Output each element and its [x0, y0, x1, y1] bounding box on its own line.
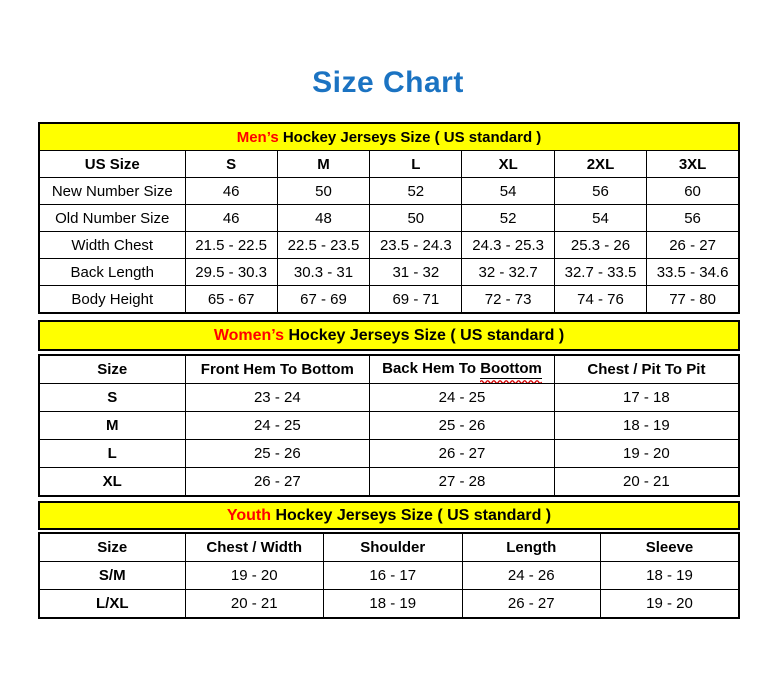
value-cell: 19 - 20 — [185, 562, 324, 590]
value-cell: 67 - 69 — [277, 286, 369, 314]
mens-band-text: Hockey Jerseys Size ( US standard ) — [278, 128, 542, 146]
value-cell: 33.5 - 34.6 — [647, 259, 739, 286]
value-cell: 17 - 18 — [554, 384, 739, 412]
value-cell: 24 - 26 — [462, 562, 601, 590]
womens-header-row — [39, 355, 739, 384]
spellcheck-squiggle-icon — [480, 379, 542, 383]
womens-section-header — [38, 320, 740, 351]
value-cell: 27 - 28 — [370, 468, 555, 497]
youth-col-header-shoulder: Shoulder — [324, 533, 463, 562]
value-cell: 69 - 71 — [370, 286, 462, 314]
youth-section-header — [38, 501, 740, 530]
youth-band-text: Hockey Jerseys Size ( US standard ) — [271, 507, 552, 524]
value-cell: 18 - 19 — [324, 590, 463, 619]
misspelled-word-wrap — [480, 360, 542, 379]
value-cell: 65 - 67 — [185, 286, 277, 314]
value-cell: 22.5 - 23.5 — [277, 232, 369, 259]
youth-header-row — [39, 533, 739, 562]
row-label-cell: M — [39, 412, 185, 440]
value-cell: 50 — [370, 205, 462, 232]
value-cell: 26 - 27 — [647, 232, 739, 259]
value-cell: 60 — [647, 178, 739, 205]
mens-band-highlight: Men’s — [236, 128, 279, 146]
youth-band-highlight: Youth — [226, 507, 271, 524]
womens-col-header-chest: Chest / Pit To Pit — [554, 355, 739, 384]
value-cell: 56 — [647, 205, 739, 232]
value-cell: 23 - 24 — [185, 384, 370, 412]
mens-col-header-l: L — [370, 151, 462, 178]
value-cell: 25 - 26 — [370, 412, 555, 440]
womens-size-table — [38, 354, 740, 497]
mens-size-table — [38, 122, 740, 314]
value-cell: 26 - 27 — [185, 468, 370, 497]
mens-col-header-xl: XL — [462, 151, 554, 178]
value-cell: 30.3 - 31 — [277, 259, 369, 286]
table-row — [39, 440, 739, 468]
mens-header-row — [39, 151, 739, 178]
table-row — [39, 286, 739, 314]
womens-col-header-size: Size — [39, 355, 185, 384]
value-cell: 74 - 76 — [554, 286, 646, 314]
row-label-cell: XL — [39, 468, 185, 497]
value-cell: 24 - 25 — [370, 384, 555, 412]
value-cell: 19 - 20 — [601, 590, 740, 619]
value-cell: 19 - 20 — [554, 440, 739, 468]
page-title: Size Chart — [312, 66, 464, 99]
row-label-cell: L/XL — [39, 590, 185, 619]
back-hem-prefix: Back Hem To — [382, 360, 481, 377]
row-label-cell: New Number Size — [39, 178, 185, 205]
value-cell: 32 - 32.7 — [462, 259, 554, 286]
table-row — [39, 468, 739, 497]
row-label-cell: Back Length — [39, 259, 185, 286]
value-cell: 25.3 - 26 — [554, 232, 646, 259]
misspelled-word: Boottom — [480, 360, 542, 377]
table-row — [39, 562, 739, 590]
mens-col-header-us-size: US Size — [39, 151, 185, 178]
mens-col-header-3xl: 3XL — [647, 151, 739, 178]
table-row — [39, 205, 739, 232]
value-cell: 23.5 - 24.3 — [370, 232, 462, 259]
row-label-cell: L — [39, 440, 185, 468]
value-cell: 25 - 26 — [185, 440, 370, 468]
value-cell: 77 - 80 — [647, 286, 739, 314]
value-cell: 31 - 32 — [370, 259, 462, 286]
table-row — [39, 384, 739, 412]
table-row — [39, 590, 739, 619]
youth-size-table — [38, 532, 740, 619]
youth-col-header-size: Size — [39, 533, 185, 562]
value-cell: 56 — [554, 178, 646, 205]
row-label-cell: S — [39, 384, 185, 412]
row-label-cell: Width Chest — [39, 232, 185, 259]
table-row — [39, 412, 739, 440]
value-cell: 46 — [185, 178, 277, 205]
value-cell: 24.3 - 25.3 — [462, 232, 554, 259]
value-cell: 16 - 17 — [324, 562, 463, 590]
value-cell: 54 — [554, 205, 646, 232]
value-cell: 48 — [277, 205, 369, 232]
value-cell: 72 - 73 — [462, 286, 554, 314]
value-cell: 26 - 27 — [462, 590, 601, 619]
mens-col-header-s: S — [185, 151, 277, 178]
value-cell: 50 — [277, 178, 369, 205]
value-cell: 20 - 21 — [554, 468, 739, 497]
value-cell: 21.5 - 22.5 — [185, 232, 277, 259]
table-row — [39, 232, 739, 259]
value-cell: 52 — [370, 178, 462, 205]
womens-band-text: Hockey Jerseys Size ( US standard ) — [284, 327, 565, 344]
value-cell: 32.7 - 33.5 — [554, 259, 646, 286]
value-cell: 18 - 19 — [554, 412, 739, 440]
value-cell: 20 - 21 — [185, 590, 324, 619]
row-label-cell: S/M — [39, 562, 185, 590]
value-cell: 24 - 25 — [185, 412, 370, 440]
mens-col-header-m: M — [277, 151, 369, 178]
womens-col-header-back-hem — [370, 355, 555, 384]
youth-col-header-chest-width: Chest / Width — [185, 533, 324, 562]
value-cell: 26 - 27 — [370, 440, 555, 468]
row-label-cell: Body Height — [39, 286, 185, 314]
value-cell: 18 - 19 — [601, 562, 740, 590]
table-row — [39, 259, 739, 286]
size-chart-content — [38, 122, 740, 619]
row-label-cell: Old Number Size — [39, 205, 185, 232]
womens-col-header-front-hem: Front Hem To Bottom — [185, 355, 370, 384]
mens-section-band-row — [39, 123, 739, 151]
value-cell: 29.5 - 30.3 — [185, 259, 277, 286]
value-cell: 52 — [462, 205, 554, 232]
youth-col-header-sleeve: Sleeve — [601, 533, 740, 562]
youth-col-header-length: Length — [462, 533, 601, 562]
value-cell: 46 — [185, 205, 277, 232]
table-row — [39, 178, 739, 205]
womens-band-highlight: Women’s — [213, 327, 285, 344]
value-cell: 54 — [462, 178, 554, 205]
mens-section-header — [39, 123, 739, 151]
mens-col-header-2xl: 2XL — [554, 151, 646, 178]
